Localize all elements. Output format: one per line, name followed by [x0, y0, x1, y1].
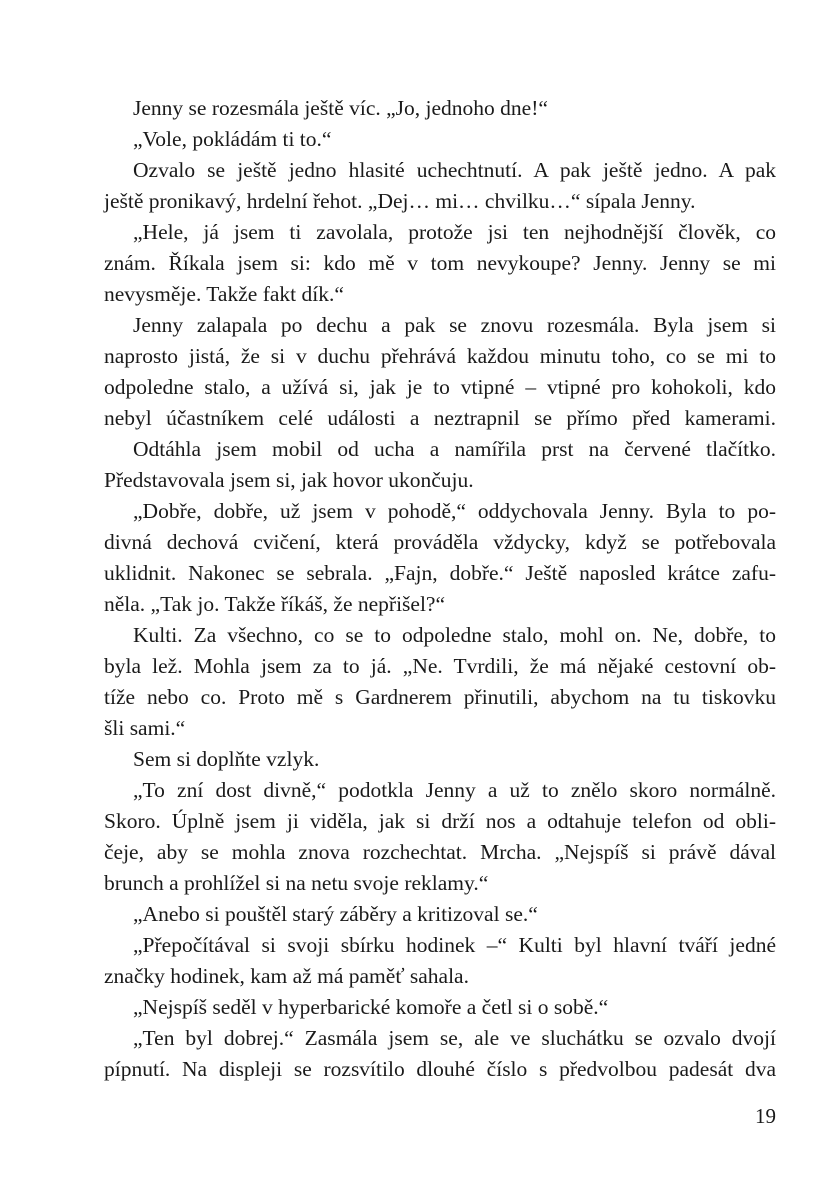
text-line: Jenny zalapala po dechu a pak se znovu rozesmála. Byla jsem si — [133, 313, 776, 337]
text-line: „Vole, pokládám ti to.“ — [133, 127, 332, 151]
text-line: byla lež. Mohla jsem za to já. „Ne. Tvrdili, že má nějaké cestovní ob- — [104, 654, 776, 678]
text-line: „Přepočítával si svoji sbírku hodinek –“ Kulti byl hlavní tváří jedné — [133, 933, 776, 957]
text-line: značky hodinek, kam až má paměť sahala. — [104, 964, 469, 988]
text-line: Odtáhla jsem mobil od ucha a namířila prst na červené tlačítko. — [133, 437, 776, 461]
text-line: čeje, aby se mohla znova rozchechtat. Mrcha. „Nejspíš si právě dával — [104, 840, 776, 864]
text-line: „To zní dost divně,“ podotkla Jenny a už to znělo skoro normálně. — [133, 778, 776, 802]
page-number: 19 — [755, 1104, 776, 1128]
text-line: šli sami.“ — [104, 716, 186, 740]
text-line: tíže nebo co. Proto mě s Gardnerem přinutili, abychom na tu tiskovku — [104, 685, 776, 709]
text-line: „Anebo si pouštěl starý záběry a kritizoval se.“ — [133, 902, 538, 926]
text-line: „Ten byl dobrej.“ Zasmála jsem se, ale ve sluchátku se ozvalo dvojí — [133, 1026, 776, 1050]
text-line: „Dobře, dobře, už jsem v pohodě,“ oddychovala Jenny. Byla to po- — [133, 499, 776, 523]
text-line: pípnutí. Na displeji se rozsvítilo dlouhé číslo s předvolbou padesát dva — [104, 1057, 776, 1081]
text-line: Kulti. Za všechno, co se to odpoledne stalo, mohl on. Ne, dobře, to — [133, 623, 776, 647]
text-line: Skoro. Úplně jsem ji viděla, jak si drží nos a odtahuje telefon od obli- — [104, 809, 776, 833]
text-line: brunch a prohlížel si na netu svoje reklamy.“ — [104, 871, 489, 895]
text-line: Sem si doplňte vzlyk. — [133, 747, 320, 771]
text-line: Ozvalo se ještě jedno hlasité uchechtnutí. A pak ještě jedno. A pak — [133, 158, 776, 182]
text-line: „Hele, já jsem ti zavolala, protože jsi ten nejhodnější člověk, co — [133, 220, 776, 244]
text-line: „Nejspíš seděl v hyperbarické komoře a četl si o sobě.“ — [133, 995, 609, 1019]
text-line: nebyl účastníkem celé události a neztrapnil se přímo před kamerami. — [104, 406, 776, 430]
text-line: nevysměje. Takže fakt dík.“ — [104, 282, 344, 306]
text-line: něla. „Tak jo. Takže říkáš, že nepřišel?“ — [104, 592, 446, 616]
text-line: Představovala jsem si, jak hovor ukončuju. — [104, 468, 474, 492]
body-text — [104, 93, 776, 1085]
text-line: odpoledne stalo, a užívá si, jak je to vtipné – vtipné pro kohokoli, kdo — [104, 375, 776, 399]
text-line: znám. Říkala jsem si: kdo mě v tom nevykoupe? Jenny. Jenny se mi — [104, 251, 776, 275]
text-line: naprosto jistá, že si v duchu přehrává každou minutu toho, co se mi to — [104, 344, 776, 368]
text-line: ještě pronikavý, hrdelní řehot. „Dej… mi… chvilku…“ sípala Jenny. — [104, 189, 696, 213]
text-line: divná dechová cvičení, která prováděla vždycky, když se potřebovala — [104, 530, 776, 554]
text-line: uklidnit. Nakonec se sebrala. „Fajn, dobře.“ Ještě naposled krátce zafu- — [104, 561, 776, 585]
text-line: Jenny se rozesmála ještě víc. „Jo, jednoho dne!“ — [133, 96, 548, 120]
